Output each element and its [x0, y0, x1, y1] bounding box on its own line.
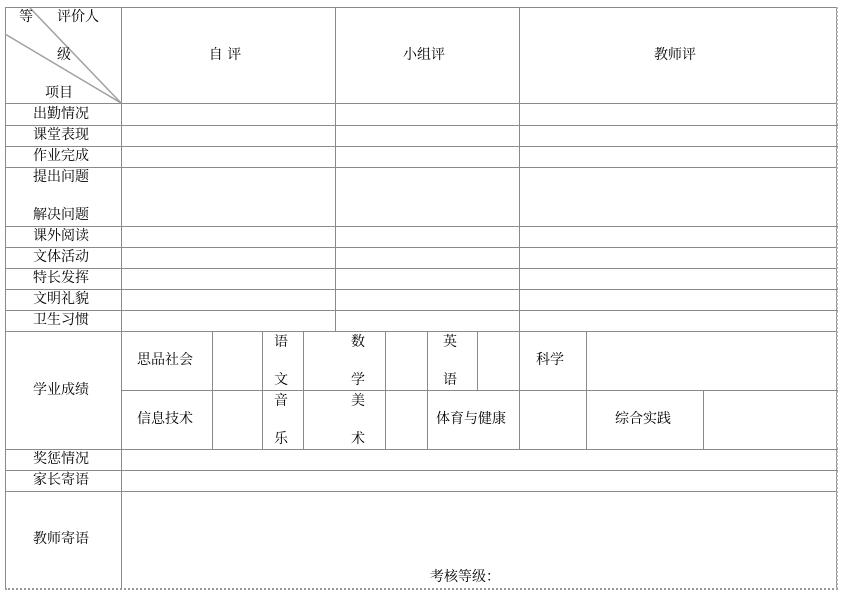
page-edge-bottom: [5, 588, 838, 590]
subject-pinde: 思品社会: [137, 352, 193, 368]
row-label-courtesy: 文明礼貌: [33, 291, 89, 307]
subject-yingyu-2: 语: [443, 372, 457, 388]
row-label-attendance: 出勤情况: [33, 106, 89, 122]
subject-xinxi: 信息技术: [137, 411, 193, 427]
assessment-grade-label: 考核等级：: [430, 569, 500, 585]
row-label-hygiene: 卫生习惯: [33, 312, 89, 328]
subject-zonghe: 综合实践: [615, 411, 671, 427]
row-label-parent-message: 家长寄语: [33, 472, 89, 488]
subject-meishu-2: 术: [351, 431, 365, 447]
row-label-talents: 特长发挥: [33, 270, 89, 286]
page-edge-right: [836, 7, 838, 589]
row-label-activities: 文体活动: [33, 249, 89, 265]
subject-shuxue-2: 学: [351, 372, 365, 388]
row-label-reading: 课外阅读: [33, 228, 89, 244]
row-label-teacher-message: 教师寄语: [33, 531, 89, 547]
subject-yuwen-1: 语: [274, 334, 288, 350]
subject-tiyu: 体育与健康: [436, 411, 506, 427]
diag-label-grade-middle: 级: [57, 47, 71, 63]
diag-label-item: 项目: [45, 85, 73, 101]
subject-yinyue-2: 乐: [274, 431, 288, 447]
subject-yuwen-2: 文: [274, 372, 288, 388]
row-label-grades: 学业成绩: [33, 382, 89, 398]
row-label-ask-questions: 提出问题: [33, 169, 89, 185]
subject-yingyu-1: 英: [443, 334, 457, 350]
subject-kexue: 科学: [536, 352, 564, 368]
row-label-solve-problems: 解决问题: [33, 207, 89, 223]
subject-shuxue-1: 数: [351, 334, 365, 350]
column-header-group: 小组评: [403, 47, 445, 63]
row-label-classroom: 课堂表现: [33, 127, 89, 143]
subject-meishu-1: 美: [351, 393, 365, 409]
column-header-teacher: 教师评: [654, 47, 696, 63]
row-label-rewards: 奖惩情况: [33, 451, 89, 467]
subject-yinyue-1: 音: [274, 393, 288, 409]
row-label-homework: 作业完成: [33, 148, 89, 164]
diag-label-evaluator: 评价人: [57, 9, 99, 25]
diag-label-grade-top: 等: [19, 9, 33, 25]
column-header-self: 自 评: [208, 47, 242, 63]
